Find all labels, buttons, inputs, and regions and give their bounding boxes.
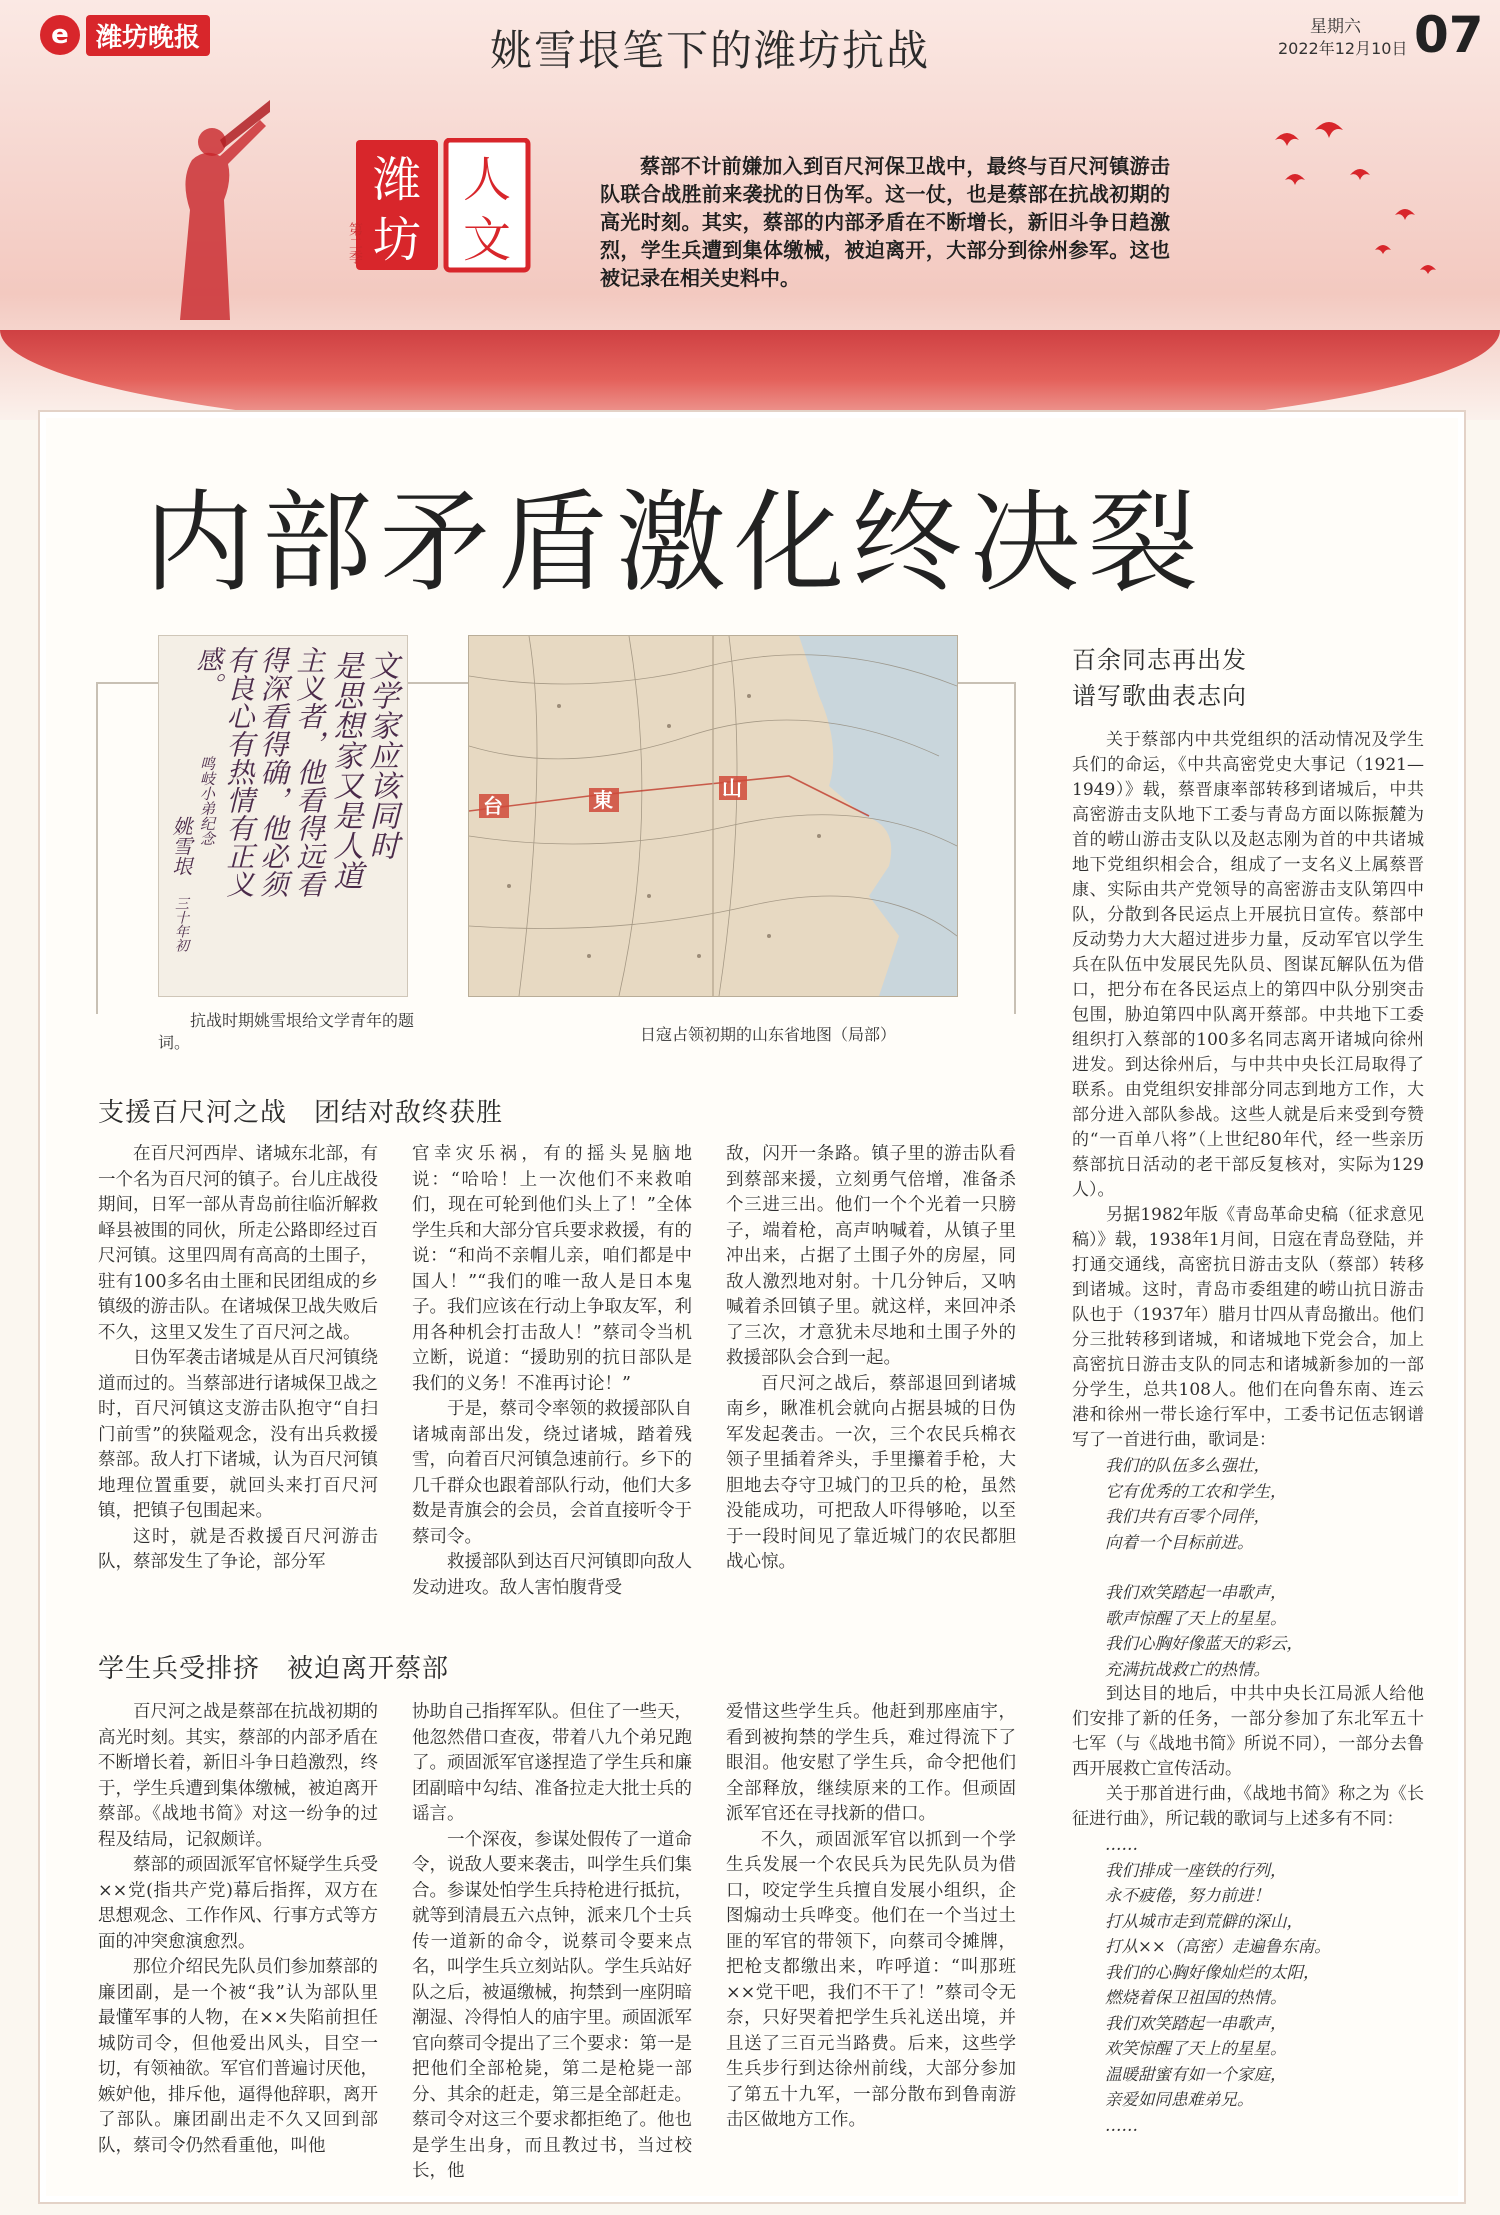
section2-column-1 bbox=[98, 1700, 378, 2159]
paragraph: 不久，顽固派军官以抓到一个学生兵发展一个农民兵为民先队员为借口，咬定学生兵擅自发展小组织，企图煽动士兵哗变。他们在一个当过土匪的军官的带领下，向蔡司令摊牌，把枪支都缴出来，咋呼道：“叫那班××党干吧，我们不干了！”蔡司令无奈，只好哭着把学生兵礼送出境，并且送了三百元当路费。后来，这些学生兵步行到达徐州前线，大部分参加了第五十九军，一部分散布到鲁南游击区做地方工作。 bbox=[726, 1829, 1016, 2130]
right-title-line-1: 百余同志再出发 bbox=[1072, 646, 1247, 674]
headline: 内部矛盾激化终决裂 bbox=[144, 479, 1206, 607]
paragraph: 敌，闪开一条路。镇子里的游击队看到蔡部来援，立刻勇气倍增，准备杀个三进三出。他们一个个光着一只膀子，端着枪，高声呐喊着，从镇子里冲出来，占据了土围子外的房屋，同敌人激烈地对射。十几分钟后，又呐喊着杀回镇子里。就这样，来回冲杀了三次，才意犹未尽地和土围子外的救援部队会合到一起。 bbox=[726, 1144, 1016, 1368]
flying-doves-icon bbox=[1255, 120, 1455, 290]
calligraphy-signature: 姚雪垠 bbox=[169, 816, 193, 876]
seal-char-2: 人 bbox=[462, 152, 512, 208]
song-line: 歌声惊醒了天上的星星。 bbox=[1105, 1608, 1287, 1628]
song-lyrics-1 bbox=[1072, 1453, 1424, 1682]
intro-paragraph: 蔡部不计前嫌加入到百尺河保卫战中，最终与百尺河镇游击队联合战胜前来袭扰的日伪军。这一仗，也是蔡部在抗战初期的高光时刻。其实，蔡部的内部矛盾在不断增长，新旧斗争日趋激烈，学生兵遭到集体缴械，被迫离开，大部分到徐州参军。这也被记录在相关史料中。 bbox=[600, 154, 1170, 290]
paragraph: 救援部队到达百尺河镇即向敌人发动进攻。敌人害怕腹背受 bbox=[412, 1552, 692, 1598]
song-line: 它有优秀的工农和学生， bbox=[1105, 1481, 1287, 1501]
song-line: 打从××（高密）走遍鲁东南。 bbox=[1105, 1937, 1331, 1956]
song-line: 温暖甜蜜有如一个家庭， bbox=[1105, 2064, 1287, 2084]
weekday: 星期六 bbox=[1310, 17, 1361, 37]
paragraph: 关于那首进行曲，《战地书简》称之为《长征进行曲》，所记载的歌词与上述多有不同： bbox=[1072, 1784, 1424, 1829]
section2-column-3 bbox=[726, 1700, 1016, 2134]
column-seal bbox=[348, 138, 538, 288]
right-column-body bbox=[1072, 728, 1424, 2138]
song-line: 我们欢笑踏起一串歌声， bbox=[1105, 2013, 1287, 2033]
calligraphy-line-7: 鸣岐小弟纪念 bbox=[198, 756, 216, 846]
song-line: 我们共有百零个同伴， bbox=[1105, 1507, 1270, 1526]
song-line: …… bbox=[1105, 1835, 1138, 1854]
shandong-map-image bbox=[469, 636, 957, 996]
paragraph: 到达目的地后，中共中央长江局派人给他们安排了新的任务，一部分参加了东北军五十七军（与《战地书简》所说不同），一部分去鲁西开展救亡宣传活动。 bbox=[1072, 1684, 1424, 1779]
song-line: 亲爱如同患难弟兄。 bbox=[1105, 2090, 1254, 2109]
calligraphy-line-4: 得深看得确，他必须 bbox=[256, 646, 290, 898]
calligraphy-date: 三十年初 bbox=[173, 896, 189, 952]
section1-column-3 bbox=[726, 1142, 1016, 1576]
section1-title: 支援百尺河之战 团结对敌终获胜 bbox=[98, 1098, 504, 1128]
paragraph: 百尺河之战是蔡部在抗战初期的高光时刻。其实，蔡部的内部矛盾在不断增长着，新旧斗争日趋激烈，终于，学生兵遭到集体缴械，被迫离开蔡部。《战地书简》对这一纷争的过程及结局，记叙颇详。 bbox=[98, 1702, 378, 1850]
section1-column-2 bbox=[412, 1142, 692, 1601]
paragraph: 另据1982年版《青岛革命史稿（征求意见稿）》载，1938年1月间，日寇在青岛登陆，并打通交通线，高密抗日游击支队（蔡部）转移到诸城。这时，青岛市委组建的崂山抗日游击队也于（1937年）腊月廿四从青岛撤出。他们分三批转移到诸城，和诸城地下党会合，加上高密抗日游击支队的同志和诸城新参加的一部分学生，总共108人。他们在向鲁东南、连云港和徐州一带长途行军中，工委书记伍志钢谱写了一首进行曲，歌词是： bbox=[1072, 1205, 1424, 1450]
song-line: 我们的队伍多么强壮， bbox=[1105, 1456, 1270, 1475]
calligraphy-caption: 抗战时期姚雪垠给文学青年的题词。 bbox=[158, 1011, 415, 1052]
song-line: 永不疲倦，努力前进！ bbox=[1105, 1886, 1270, 1905]
paragraph: 协助自己指挥军队。但住了一些天，他忽然借口查夜，带着八九个弟兄跑了。顽固派军官遂捏造了学生兵和廉团副暗中勾结、准备拉走大批士兵的谣言。 bbox=[412, 1702, 692, 1824]
calligraphy-line-2: 是思想家又是人道 bbox=[327, 650, 363, 890]
section2-column-2 bbox=[412, 1700, 692, 2185]
calligraphy-line-1: 文学家应该同时 bbox=[363, 650, 399, 860]
paragraph: 关于蔡部内中共党组织的活动情况及学生兵们的命运，《中共高密党史大事记（1921—1949）》载，蔡晋康率部转移到诸城后，中共高密游击支队地下工委与青岛方面以陈振麓为首的崂山游击支队以及赵志刚为首的中共诸城地下党组织相会合，组成了一支名义上属蔡晋康、实际由共产党领导的高密游击支队第四中队，分散到各民运点上开展抗日宣传。蔡部中反动势力大大超过进步力量，反动军官以学生兵在队伍中发展民先队员、图谋瓦解队伍为借口，把分布在各民运点上的第四中队分别突击包围，胁迫第四中队离开蔡部。中共地下工委组织打入蔡部的100多名同志离开诸城向徐州进发。到达徐州后，与中共中央长江局取得了联系。由党组织安排部分同志到地方工作，大部分进入部队参战。这些人就是后来受到夸赞的“一百单八将”（上世纪80年代，经一些亲历蔡部抗日活动的老干部反复核对，实际为129人）。 bbox=[1072, 730, 1424, 1200]
song-line: 充满抗战救亡的热情。 bbox=[1105, 1659, 1270, 1679]
song-lyrics-2 bbox=[1072, 1832, 1424, 2138]
paragraph: 于是，蔡司令率领的救援部队自诸城南部出发，绕过诸城，踏着残雪，向着百尺河镇急速前行。乡下的几千群众也跟着部队行动，他们大多数是青旗会的会员，会首直接听令于蔡司令。 bbox=[412, 1399, 692, 1547]
paragraph: 日伪军袭击诸城是从百尺河镇绕道而过的。当蔡部进行诸城保卫战之时，百尺河镇这支游击队抱守“自扫门前雪”的狭隘观念，没有出兵救援蔡部。敌人打下诸城，认为百尺河镇地理位置重要，就回头来打百尺河镇，把镇子包围起来。 bbox=[98, 1348, 378, 1521]
song-line: 我们欢笑踏起一串歌声， bbox=[1105, 1583, 1287, 1602]
calligraphy-line-3: 主义者，他看得远看 bbox=[292, 646, 326, 898]
paragraph: 那位介绍民先队员们参加蔡部的廉团副，是一个被“我”认为部队里最懂军事的人物，在××失陷前担任城防司令，但他爱出风头，目空一切，有领袖欲。军官们普遍讨厌他，嫉妒他，排斥他，逼得他辞职，离开了部队。廉团副出走不久又回到部队，蔡司令仍然看重他，叫他 bbox=[98, 1957, 378, 2156]
paragraph: 一个深夜，参谋处假传了一道命令，说敌人要来袭击，叫学生兵们集合。参谋处怕学生兵持枪进行抵抗，就等到清晨五六点钟，派来几个士兵传一道新的命令，说蔡司令要来点名，叫学生兵立刻站队。学生兵站好队之后，被逼缴械，拘禁到一座阴暗潮湿、冷得怕人的庙宇里。顽固派军官向蔡司令提出了三个要求：第一是把他们全部枪毙，第二是枪毙一部分、其余的赶走，第三是全部赶走。蔡司令对这三个要求都拒绝了。他也是学生出身，而且教过书，当过校长，他 bbox=[412, 1829, 692, 2181]
paragraph: 官幸灾乐祸，有的摇头晃脑地说：“哈哈！上一次他们不来救咱们，现在可轮到他们头上了！”全体学生兵和大部分官兵要求救援，有的说：“和尚不亲帽儿亲，咱们都是中国人！”“我们的唯一敌人是日本鬼子。我们应该在行动上争取友军，利用各种机会打击敌人！”蔡司令当机立断，说道：“援助别的抗日部队是我们的义务！不准再讨论！” bbox=[412, 1144, 692, 1394]
song-line: 我们心胸好像蓝天的彩云， bbox=[1105, 1634, 1303, 1653]
map-label-3: 山 bbox=[722, 776, 742, 800]
paragraph: 蔡部的顽固派军官怀疑学生兵受××党(指共产党)幕后指挥，双方在思想观念、工作作风、行事方式等方面的冲突愈演愈烈。 bbox=[98, 1855, 378, 1952]
right-column-title bbox=[1072, 642, 1247, 714]
song-line bbox=[1105, 1555, 1424, 1580]
paragraph: 爱惜这些学生兵。他赶到那座庙宇，看到被拘禁的学生兵，难过得流下了眼泪。他安慰了学生兵，命令把他们全部释放，继续原来的工作。但顽固派军官还在寻找新的借口。 bbox=[726, 1702, 1016, 1824]
paragraph: 百尺河之战后，蔡部退回到诸城南乡，瞅准机会就向占据县城的日伪军发起袭击。一次，三个农民兵棉衣领子里插着斧头，手里攥着手枪，大胆地去夺守卫城门的卫兵的枪，虽然没能成功，可把敌人吓得够呛，以至于一段时间见了靠近城门的农民都胆战心惊。 bbox=[726, 1373, 1016, 1572]
right-title-line-2: 谱写歌曲表志向 bbox=[1072, 682, 1247, 710]
seal-char-4: 文 bbox=[462, 212, 512, 268]
section2-title: 学生兵受排挤 被迫离开蔡部 bbox=[98, 1654, 450, 1684]
seal-char-1: 潍 bbox=[372, 152, 422, 208]
map-label-2: 東 bbox=[593, 788, 613, 812]
calligraphy-line-6: 感。 bbox=[192, 646, 222, 698]
paragraph: 在百尺河西岸、诸城东北部，有一个名为百尺河的镇子。台儿庄战役期间，日军一部从青岛前往临沂解救峄县被围的同伙，所走公路即经过百尺河镇。这里四周有高高的土围子，驻有100多名由土匪和民团组成的乡镇级的游击队。在诸城保卫战失败后不久，这里又发生了百尺河之战。 bbox=[98, 1144, 378, 1343]
issue-date: 2022年12月10日 bbox=[1278, 39, 1408, 58]
song-line: …… bbox=[1105, 2115, 1138, 2135]
trumpeter-silhouette-icon bbox=[120, 60, 270, 320]
song-line: 欢笑惊醒了天上的星星。 bbox=[1105, 2039, 1287, 2058]
map-label-1: 台 bbox=[483, 794, 503, 818]
section-title: 姚雪垠笔下的潍坊抗战 bbox=[490, 26, 931, 75]
section1-column-1 bbox=[98, 1142, 378, 1576]
calligraphy-image bbox=[159, 636, 407, 996]
map-caption: 日寇占领初期的山东省地图（局部） bbox=[640, 1025, 897, 1044]
newspaper-name: 潍坊晚报 bbox=[86, 15, 210, 56]
seal-char-3: 坊 bbox=[372, 212, 422, 268]
calligraphy-line-5: 有良心有热情有正义 bbox=[222, 646, 256, 898]
song-line: 燃烧着保卫祖国的热情。 bbox=[1105, 1988, 1287, 2007]
song-line: 我们排成一座铁的行列， bbox=[1105, 1860, 1287, 1880]
calligraphy-photo bbox=[158, 635, 408, 997]
logo-mark-icon: e bbox=[40, 15, 80, 55]
song-line: 我们的心胸好像灿烂的太阳， bbox=[1105, 1962, 1320, 1982]
paragraph: 这时，就是否救援百尺河游击队，蔡部发生了争论，部分军 bbox=[98, 1526, 378, 1572]
page-number: 07 bbox=[1414, 6, 1484, 64]
map-photo bbox=[468, 635, 958, 997]
song-line: 打从城市走到荒僻的深山， bbox=[1105, 1911, 1303, 1931]
song-line: 向着一个目标前进。 bbox=[1105, 1532, 1254, 1552]
newspaper-logo bbox=[40, 14, 255, 56]
season-label: 第二季 bbox=[347, 222, 363, 264]
